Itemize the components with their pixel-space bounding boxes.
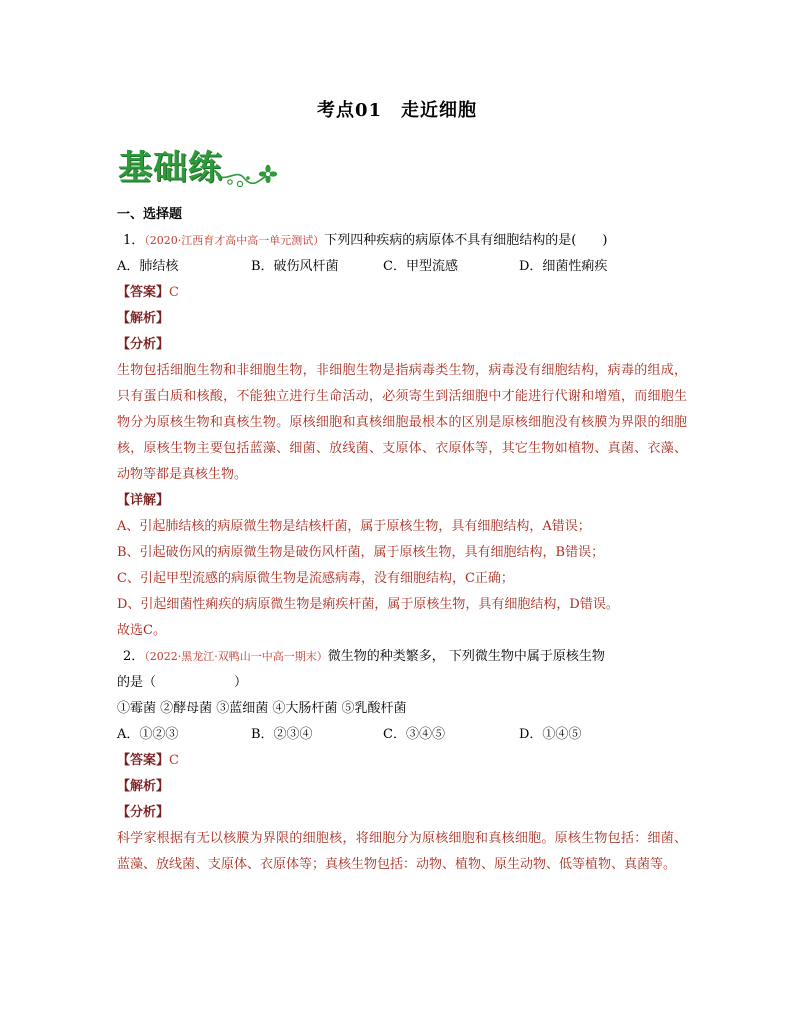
question-1-options — [117, 254, 687, 280]
question-number: 2． — [123, 649, 145, 664]
analysis-label: 【解析】 — [117, 779, 170, 794]
question-2-options — [117, 722, 687, 748]
analysis-label: 【解析】 — [117, 311, 170, 326]
option-a: A．肺结核 — [117, 259, 179, 274]
basic-practice-logo — [118, 138, 278, 192]
detail-line-d: D、引起细菌性痢疾的病原微生物是痢疾杆菌，属于原核生物，具有细胞结构，D错误。 — [117, 597, 619, 612]
logo-text: 基础练 — [118, 148, 223, 188]
detail-line-c: C、引起甲型流感的病原微生物是流感病毒，没有细胞结构，C正确； — [117, 571, 514, 586]
fenxi-text: 生物包括细胞生物和非细胞生物，非细胞生物是指病毒类生物，病毒没有细胞结构，病毒的组成，只有蛋白质和核酸，不能独立进行生命活动，必须寄生到活细胞中才能进行代谢和增殖，而细胞生物分为原核生物和真核生物。原核细胞和真核细胞最根本的区别是原核细胞没有核膜为界限的细胞核，原核生物主要包括蓝藻、细菌、放线菌、支原体、衣原体等，其它生物如植物、真菌、衣藻、动物等都是真核生物。 — [117, 363, 687, 482]
option-c: C．甲型流感 — [383, 259, 458, 274]
section-heading: 一、选择题 — [117, 207, 183, 222]
option-d: D．①④⑤ — [519, 727, 582, 742]
question-2-items: ①霉菌 ②酵母菌 ③蓝细菌 ④大肠杆菌 ⑤乳酸杆菌 — [117, 701, 407, 716]
answer-line — [117, 748, 687, 774]
answer-line — [117, 280, 687, 306]
option-a: A．①②③ — [117, 727, 179, 742]
question-content — [117, 202, 687, 878]
conclusion: 故选C。 — [117, 623, 166, 638]
detail-label: 【详解】 — [117, 493, 170, 508]
question-source: （2020·江西育才高中高一单元测试） — [144, 234, 325, 247]
answer-label: 【答案】 — [117, 285, 170, 300]
question-stem-line-1: 微生物的种类繁多， 下列微生物中属于原核生物 — [327, 649, 605, 664]
question-number: 1． — [123, 233, 145, 248]
option-c: C．③④⑤ — [383, 727, 445, 742]
question-stem: 下列四种疾病的病原体不具有细胞结构的是( ) — [324, 233, 608, 248]
option-b: B．②③④ — [251, 727, 313, 742]
detail-line-b: B、引起破伤风的病原微生物是破伤风杆菌，属于原核生物，具有细胞结构，B错误； — [117, 545, 605, 560]
fenxi-text: 科学家根据有无以核膜为界限的细胞核，将细胞分为原核细胞和真核细胞。原核生物包括：细菌、蓝藻、放线菌、支原体、衣原体等；真核生物包括：动物、植物、原生动物、低等植物、真菌等。 — [117, 831, 687, 872]
option-d: D．细菌性痢疾 — [519, 259, 608, 274]
answer-label: 【答案】 — [117, 753, 170, 768]
question-2-stem — [117, 644, 687, 670]
option-b: B．破伤风杆菌 — [251, 259, 339, 274]
question-source: （2022·黑龙江·双鸭山一中高一期末） — [144, 650, 328, 663]
page-title: 考点01 走近细胞 — [316, 100, 478, 121]
fenxi-label: 【分析】 — [117, 805, 170, 820]
detail-line-a: A、引起肺结核的病原微生物是结核杆菌，属于原核生物，具有细胞结构，A错误； — [117, 519, 591, 534]
vine-flower-icon — [118, 138, 278, 192]
answer-value: C — [169, 285, 179, 300]
question-stem-line-2: 的是（ ） — [117, 675, 248, 690]
answer-value: C — [169, 753, 179, 768]
fenxi-label: 【分析】 — [117, 337, 170, 352]
question-1-stem — [117, 228, 687, 254]
